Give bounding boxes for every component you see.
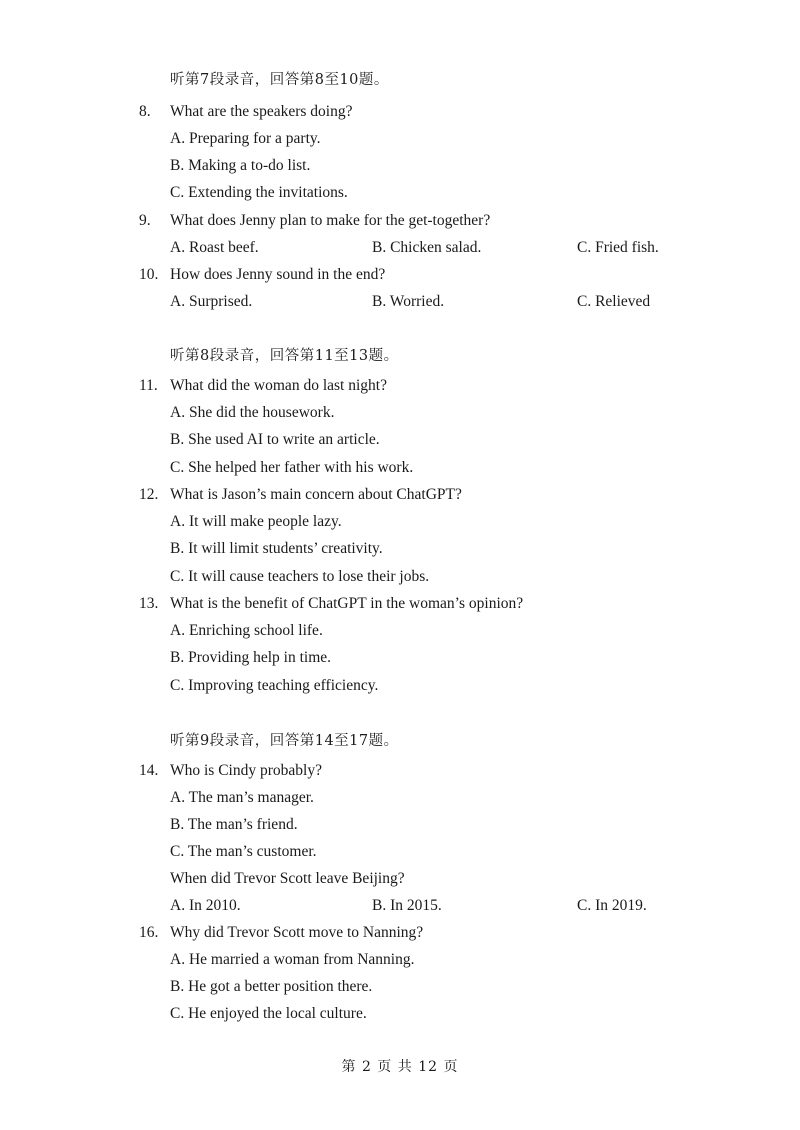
option-b: B. In 2015. bbox=[372, 897, 442, 914]
option-a: A. He married a woman from Nanning. bbox=[170, 951, 415, 968]
question-text: What is the benefit of ChatGPT in the woman’s opinion? bbox=[170, 595, 524, 612]
question-number: 16. bbox=[139, 924, 159, 941]
question-text: What does Jenny plan to make for the get-together? bbox=[170, 212, 491, 229]
option-a: A. Surprised. bbox=[170, 293, 253, 310]
question-text: How does Jenny sound in the end? bbox=[170, 266, 386, 283]
section-header: 听第7段录音，回答第8至10题。 bbox=[170, 72, 389, 88]
question-number: 12. bbox=[139, 486, 159, 503]
option-a: A. Roast beef. bbox=[170, 239, 259, 256]
section-header: 听第8段录音，回答第11至13题。 bbox=[170, 348, 399, 364]
question-text: What are the speakers doing? bbox=[170, 103, 353, 120]
option-c: C. Extending the invitations. bbox=[170, 184, 348, 201]
option-a: A. Preparing for a party. bbox=[170, 130, 321, 147]
option-b: B. It will limit students’ creativity. bbox=[170, 540, 383, 557]
option-b: B. Providing help in time. bbox=[170, 649, 332, 666]
option-c: C. Fried fish. bbox=[577, 239, 659, 256]
option-b: B. He got a better position there. bbox=[170, 978, 373, 995]
option-b: B. Making a to-do list. bbox=[170, 157, 311, 174]
question-number: 9. bbox=[139, 212, 151, 229]
option-a: A. She did the housework. bbox=[170, 404, 335, 421]
question-text: When did Trevor Scott leave Beijing? bbox=[170, 870, 405, 887]
option-a: A. It will make people lazy. bbox=[170, 513, 342, 530]
option-c: C. He enjoyed the local culture. bbox=[170, 1005, 367, 1022]
question-text: What is Jason’s main concern about ChatGPT? bbox=[170, 486, 462, 503]
question-number: 13. bbox=[139, 595, 159, 612]
question-number: 11. bbox=[139, 377, 158, 394]
option-b: B. Chicken salad. bbox=[372, 239, 482, 256]
option-b: B. She used AI to write an article. bbox=[170, 431, 380, 448]
option-c: C. In 2019. bbox=[577, 897, 647, 914]
option-c: C. Relieved bbox=[577, 293, 651, 310]
option-a: A. In 2010. bbox=[170, 897, 241, 914]
option-a: A. Enriching school life. bbox=[170, 622, 323, 639]
page-number-footer: 第 2 页 共 12 页 bbox=[341, 1059, 459, 1075]
question-number: 10. bbox=[139, 266, 159, 283]
question-number: 8. bbox=[139, 103, 151, 120]
option-b: B. Worried. bbox=[372, 293, 445, 310]
option-b: B. The man’s friend. bbox=[170, 816, 298, 833]
option-c: C. She helped her father with his work. bbox=[170, 459, 414, 476]
question-text: Who is Cindy probably? bbox=[170, 762, 322, 779]
option-c: C. The man’s customer. bbox=[170, 843, 317, 860]
option-c: C. Improving teaching efficiency. bbox=[170, 677, 379, 694]
question-text: What did the woman do last night? bbox=[170, 377, 387, 394]
option-a: A. The man’s manager. bbox=[170, 789, 314, 806]
question-number: 14. bbox=[139, 762, 159, 779]
question-text: Why did Trevor Scott move to Nanning? bbox=[170, 924, 424, 941]
section-header: 听第9段录音，回答第14至17题。 bbox=[170, 733, 399, 749]
option-c: C. It will cause teachers to lose their jobs. bbox=[170, 568, 430, 585]
